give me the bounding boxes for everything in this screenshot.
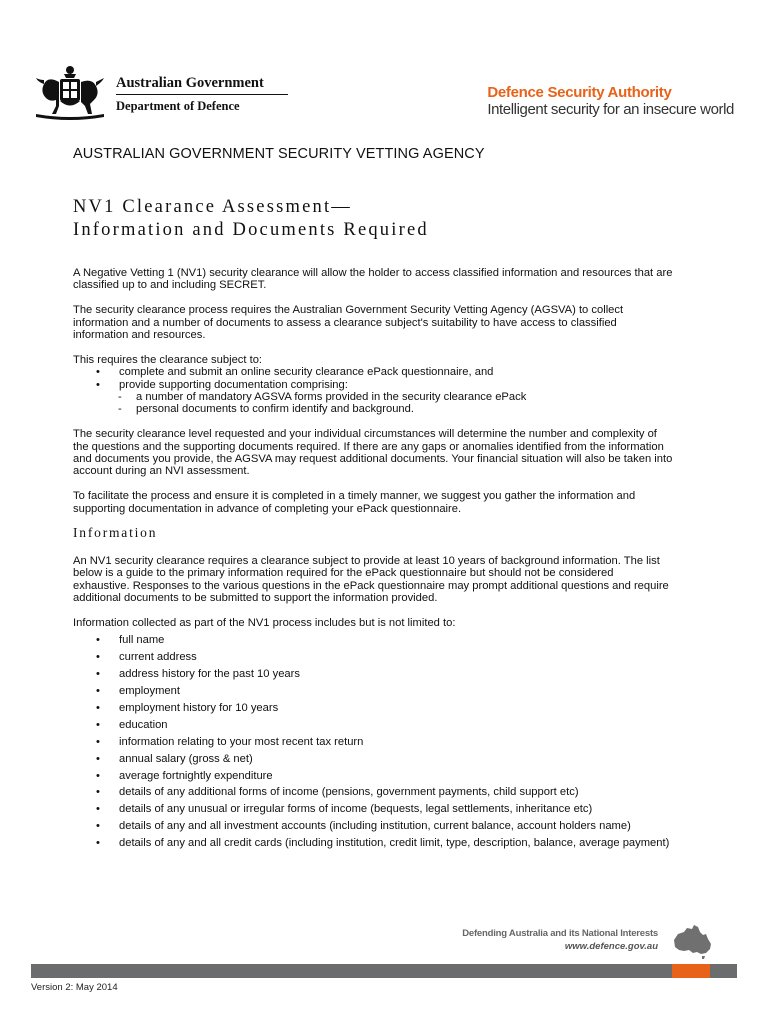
list-item: • current address — [73, 651, 673, 663]
footer-accent-block — [672, 964, 710, 978]
title-line-2: Information and Documents Required — [73, 220, 429, 240]
footer-website: www.defence.gov.au — [564, 941, 658, 952]
requirement-item: • provide supporting documentation comprising: — [73, 379, 673, 391]
requirements-list — [73, 366, 673, 416]
agency-heading: AUSTRALIAN GOVERNMENT SECURITY VETTING AGENCY — [73, 146, 485, 162]
requirements-block — [73, 354, 673, 416]
list-item: • details of any and all credit cards (including institution, credit limit, type, description, balance, average payment) — [73, 837, 673, 849]
list-item: • address history for the past 10 years — [73, 668, 673, 680]
document-title — [73, 196, 429, 242]
list-item: • full name — [73, 634, 673, 646]
list-item: • employment — [73, 685, 673, 697]
information-list-lead: Information collected as part of the NV1 process includes but is not limited to: — [73, 616, 456, 629]
dsa-title: Defence Security Authority — [487, 84, 672, 101]
government-logo — [30, 62, 280, 124]
list-item: • details of any and all investment accounts (including institution, current balance, account holders name) — [73, 820, 673, 832]
information-list — [73, 634, 673, 849]
dsa-tagline: Intelligent security for an insecure world — [487, 101, 734, 118]
intro-paragraph-1: A Negative Vetting 1 (NV1) security clearance will allow the holder to access classified information and resources that are classified up to and including SECRET. — [73, 267, 673, 292]
version-label: Version 2: May 2014 — [31, 982, 118, 993]
list-item: • average fortnightly expenditure — [73, 770, 673, 782]
intro-paragraph-2: The security clearance process requires the Australian Government Security Vetting Agency (AGSVA) to collect information and a number of documents to assess a clearance subject's suitability to have access to classified information and resources. — [73, 304, 624, 342]
department-name: Department of Defence — [116, 99, 240, 113]
footer-bar — [31, 964, 737, 978]
requirement-subitem: - personal documents to confirm identify and background. — [73, 403, 673, 415]
list-item: • annual salary (gross & net) — [73, 753, 673, 765]
list-item: • details of any additional forms of income (pensions, government payments, child support etc) — [73, 786, 673, 798]
list-item: • education — [73, 719, 673, 731]
list-item: • information relating to your most recent tax return — [73, 736, 673, 748]
list-item: • details of any unusual or irregular forms of income (bequests, legal settlements, inheritance etc) — [73, 803, 673, 815]
information-paragraph: An NV1 security clearance requires a clearance subject to provide at least 10 years of background information. The list below is a guide to the primary information required for the ePack questionnaire but should not be considered exhaustive. Responses to the various questions in the ePack questionnaire may prompt additional questions and require additional documents to be submitted to support the information provided. — [73, 554, 669, 605]
list-item: • employment history for 10 years — [73, 702, 673, 714]
footer-slogan: Defending Australia and its National Interests — [462, 928, 658, 939]
requirement-item: • complete and submit an online security clearance ePack questionnaire, and — [73, 366, 673, 378]
requirements-lead: This requires the clearance subject to: — [73, 353, 263, 366]
logo-divider — [116, 94, 288, 95]
coat-of-arms-icon — [30, 62, 110, 122]
australia-map-icon — [670, 922, 714, 960]
dsa-branding — [487, 84, 734, 118]
footer-branding — [462, 928, 736, 962]
document-body — [73, 267, 673, 854]
title-line-1: NV1 Clearance Assessment— — [73, 197, 353, 217]
requirement-subitem: - a number of mandatory AGSVA forms provided in the security clearance ePack — [73, 391, 673, 403]
information-heading: Information — [73, 525, 158, 541]
government-name: Australian Government — [116, 75, 264, 91]
intro-paragraph-3: The security clearance level requested and your individual circumstances will determine the number and complexity of the questions and the supporting documents required. If there are any gaps or anomalies identified from the information and documents you provide, the AGSVA may request additional documents. Your financial situation will also be taken into account during an NVI assessment. — [73, 428, 673, 478]
intro-paragraph-4: To facilitate the process and ensure it is completed in a timely manner, we suggest you gather the information and supporting documentation in advance of completing your ePack questionnaire. — [73, 490, 636, 515]
